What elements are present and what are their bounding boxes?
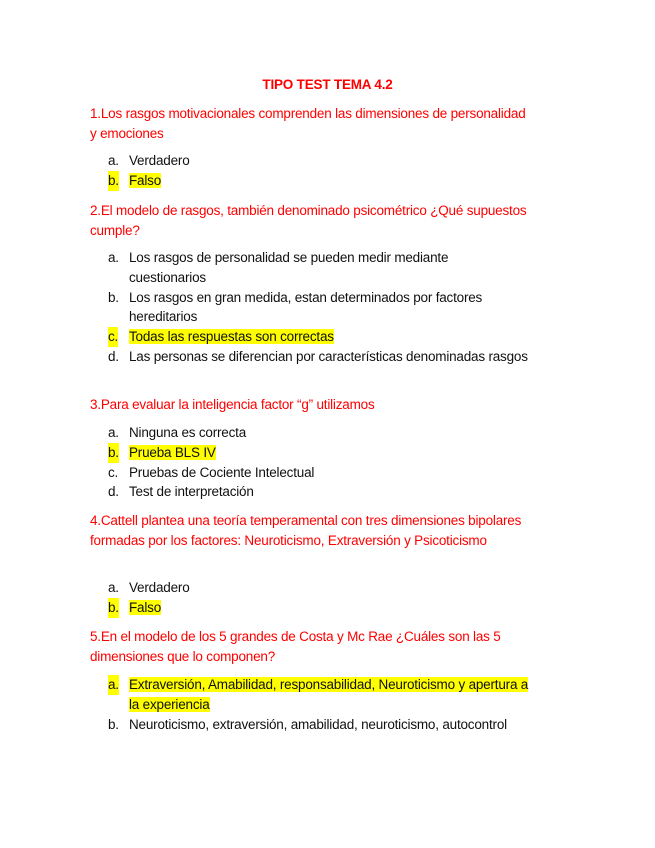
option-5b: b. Neuroticismo, extraversión, amabilidad, neuroticismo, autocontrol [108,716,507,732]
options-1 [108,151,578,191]
page-title: TIPO TEST TEMA 4.2 [262,77,393,92]
question-4: 4.Cattell plantea una teoría temperamental con tres dimensiones bipolares formadas por los factores: Neuroticismo, Extraversión y Psicoticismo [90,513,522,548]
option-2c: c. Todas las respuestas son correctas [108,327,528,347]
option-1b: b. Falso [108,171,578,191]
option-3a: a. Ninguna es correcta [108,425,247,440]
option-3c: c. Pruebas de Cociente Intelectual [108,464,315,480]
option-2b: b. Los rasgos en gran medida, estan determinados por factores hereditarios [108,289,483,325]
option-1a: a. Verdadero [108,153,190,168]
question-1: 1.Los rasgos motivacionales comprenden las dimensiones de personalidad y emociones [90,106,526,141]
options-4 [108,578,578,618]
options-2 [108,248,528,367]
option-4b: b. Falso [108,598,578,618]
question-2: 2.El modelo de rasgos, también denominado psicométrico ¿Qué supuestos cumple? [90,203,527,238]
option-2a: a. Los rasgos de personalidad se pueden medir mediante cuestionarios [108,250,449,285]
question-3: 3.Para evaluar la inteligencia factor “g” utilizamos [90,397,375,412]
question-5: 5.En el modelo de los 5 grandes de Costa y Mc Rae ¿Cuáles son las 5 dimensiones que lo componen? [90,629,501,664]
option-5a: a. Extraversión, Amabilidad, responsabilidad, Neuroticismo y apertura a la experiencia [108,677,529,712]
options-5 [108,675,578,734]
option-2d: d. Las personas se diferencian por características denominadas rasgos [108,348,528,364]
option-4a: a. Verdadero [108,580,190,595]
options-3 [108,423,578,502]
option-3d: d. Test de interpretación [108,484,254,500]
option-3b: b. Prueba BLS IV [108,443,578,463]
